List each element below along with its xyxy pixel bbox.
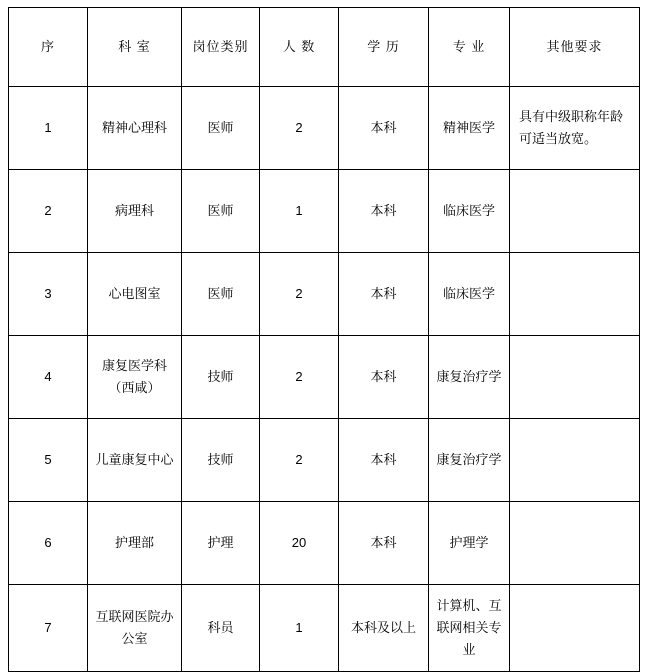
table-row (9, 336, 640, 419)
column-header-position-type: 岗位类别 (182, 8, 260, 87)
cell-other-requirements (510, 502, 640, 585)
cell-other-text: 具有中级职称年龄可适当放宽。 (519, 109, 624, 146)
cell-department (88, 502, 182, 585)
cell-department-text: 康复医学科（西咸） (101, 358, 167, 395)
column-header-major: 专 业 (429, 8, 510, 87)
cell-department-text: 护理部 (114, 535, 154, 550)
table-header-row (9, 8, 640, 87)
cell-seq: 4 (9, 336, 88, 419)
cell-major (429, 502, 510, 585)
cell-major (429, 419, 510, 502)
cell-seq: 7 (9, 585, 88, 672)
cell-major (429, 585, 510, 672)
cell-major-text: 临床医学 (442, 203, 495, 218)
table-header (9, 8, 640, 87)
cell-major-text: 计算机、互联网相关专业 (436, 598, 502, 657)
column-header-department: 科 室 (88, 8, 182, 87)
cell-seq: 1 (9, 87, 88, 170)
recruitment-table (8, 7, 640, 672)
column-header-other-requirements: 其他要求 (510, 8, 640, 87)
cell-other-requirements (510, 87, 640, 170)
cell-position-type: 护理 (182, 502, 260, 585)
cell-count: 2 (260, 419, 339, 502)
cell-department (88, 170, 182, 253)
cell-other-requirements (510, 253, 640, 336)
column-header-seq: 序 (9, 8, 88, 87)
cell-department-text: 病理科 (114, 203, 154, 218)
table-row (9, 502, 640, 585)
cell-count: 1 (260, 170, 339, 253)
cell-seq: 3 (9, 253, 88, 336)
column-header-education: 学 历 (339, 8, 429, 87)
cell-major (429, 170, 510, 253)
cell-count: 2 (260, 253, 339, 336)
cell-department (88, 585, 182, 672)
cell-position-type: 医师 (182, 170, 260, 253)
cell-other-requirements (510, 585, 640, 672)
cell-position-type: 技师 (182, 336, 260, 419)
cell-education: 本科 (339, 419, 429, 502)
cell-education: 本科 (339, 253, 429, 336)
cell-seq: 2 (9, 170, 88, 253)
cell-other-requirements (510, 336, 640, 419)
cell-major-text: 康复治疗学 (436, 452, 502, 467)
cell-count: 2 (260, 336, 339, 419)
cell-education: 本科及以上 (339, 585, 429, 672)
cell-department-text: 互联网医院办公室 (95, 609, 174, 646)
table-row (9, 170, 640, 253)
cell-education: 本科 (339, 336, 429, 419)
table-row (9, 253, 640, 336)
cell-department-text: 精神心理科 (101, 120, 167, 135)
cell-major (429, 87, 510, 170)
table-row (9, 87, 640, 170)
cell-education: 本科 (339, 170, 429, 253)
cell-department-text: 儿童康复中心 (95, 452, 174, 467)
cell-department (88, 336, 182, 419)
cell-major-text: 临床医学 (442, 286, 495, 301)
cell-seq: 5 (9, 419, 88, 502)
cell-count: 1 (260, 585, 339, 672)
cell-education: 本科 (339, 502, 429, 585)
cell-position-type: 科员 (182, 585, 260, 672)
cell-major-text: 精神医学 (442, 120, 495, 135)
cell-department (88, 87, 182, 170)
cell-major-text: 康复治疗学 (436, 369, 502, 384)
cell-major (429, 336, 510, 419)
cell-other-requirements (510, 170, 640, 253)
table-body (9, 87, 640, 672)
cell-other-requirements (510, 419, 640, 502)
cell-seq: 6 (9, 502, 88, 585)
cell-department (88, 419, 182, 502)
table-row (9, 585, 640, 672)
cell-position-type: 医师 (182, 87, 260, 170)
cell-position-type: 医师 (182, 253, 260, 336)
cell-major (429, 253, 510, 336)
cell-major-text: 护理学 (449, 535, 489, 550)
cell-count: 20 (260, 502, 339, 585)
cell-position-type: 技师 (182, 419, 260, 502)
cell-department (88, 253, 182, 336)
cell-count: 2 (260, 87, 339, 170)
cell-education: 本科 (339, 87, 429, 170)
cell-department-text: 心电图室 (108, 286, 161, 301)
table-row (9, 419, 640, 502)
column-header-count: 人 数 (260, 8, 339, 87)
